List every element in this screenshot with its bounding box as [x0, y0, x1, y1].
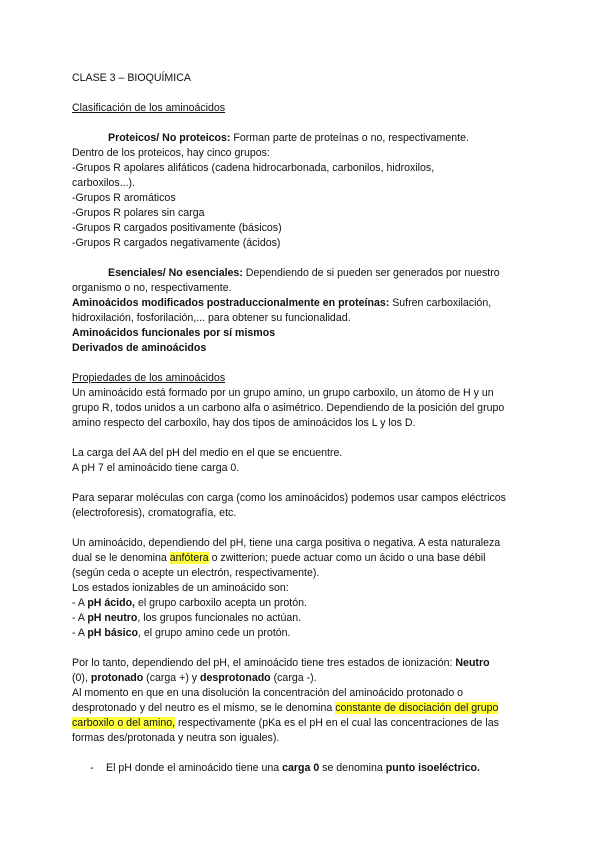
text-line: -Grupos R cargados positivamente (básicos) — [72, 222, 282, 234]
text: el grupo carboxilo acepta un protón. — [135, 597, 307, 609]
text: (carga +) y — [143, 672, 201, 684]
text-line: Al momento en que en una disolución la concentración del aminoácido protonado o — [72, 687, 464, 699]
highlight-carboxilo: carboxilo o del amino, — [72, 717, 176, 729]
term-punto-isoelectrico: punto isoeléctrico. — [385, 762, 480, 774]
section-heading-properties: Propiedades de los aminoácidos — [72, 372, 226, 384]
section-heading-classification: Clasificación de los aminoácidos — [72, 102, 226, 114]
text: dual se le denomina — [72, 552, 170, 564]
text-line: organismo o no, respectivamente. — [72, 282, 232, 294]
term-ph-neutro: pH neutro — [87, 612, 138, 624]
text: , el grupo amino cede un protón. — [137, 627, 291, 639]
bullet-dash: - — [90, 762, 94, 774]
text: - A — [72, 612, 88, 624]
text-line: (electroforesis), cromatografía, etc. — [72, 507, 237, 519]
paragraph-proteicos — [72, 131, 532, 146]
text-line: -Grupos R apolares alifáticos (cadena hidrocarbonada, carbonilos, hidroxilos, — [72, 162, 435, 174]
text: desprotonado y del neutro es el mismo, se le denomina — [72, 702, 336, 714]
text: respectivamente (pKa es el pH en el cual las concentraciones de las — [175, 717, 499, 729]
bullet-text — [90, 762, 480, 774]
text-line: Los estados ionizables de un aminoácido son: — [72, 582, 289, 594]
document-page — [72, 71, 532, 776]
text: se denomina — [319, 762, 386, 774]
text-line: formas des/protonada y neutra son iguales). — [72, 732, 280, 744]
term-desprotonado: desprotonado — [200, 672, 271, 684]
term-neutro: Neutro — [455, 657, 490, 669]
text-line: Un aminoácido, dependiendo del pH, tiene una carga positiva o negativa. A esta naturaleza — [72, 537, 501, 549]
highlight-anfotera: anfótera — [169, 552, 209, 564]
text-line: -Grupos R aromáticos — [72, 192, 176, 204]
page-title: CLASE 3 – BIOQUÍMICA — [72, 72, 191, 84]
text-line: Dentro de los proteicos, hay cinco grupos: — [72, 147, 270, 159]
text-line: -Grupos R cargados negativamente (ácidos) — [72, 237, 281, 249]
paragraph-modificados — [72, 296, 532, 311]
term-ph-acido: pH ácido, — [87, 597, 135, 609]
text-line: La carga del AA del pH del medio en el que se encuentre. — [72, 447, 343, 459]
text-line: Un aminoácido está formado por un grupo amino, un grupo carboxilo, un átomo de H y un — [72, 387, 494, 399]
text-line-anfotera — [72, 551, 532, 566]
text: - A — [72, 627, 88, 639]
term-ph-basico: pH básico — [87, 627, 138, 639]
text: Forman parte de proteínas o no, respectivamente. — [230, 132, 469, 144]
term-carga-0: carga 0 — [282, 762, 320, 774]
term-funcionales: Aminoácidos funcionales por sí mismos — [72, 327, 276, 339]
text-line: Para separar moléculas con carga (como los aminoácidos) podemos usar campos eléctricos — [72, 492, 506, 504]
text: (0), — [72, 672, 91, 684]
highlight-constante: constante de disociación del grupo — [335, 702, 499, 714]
bullet-punto-isoelectrico — [72, 761, 532, 776]
term-protonado: protonado — [90, 672, 144, 684]
term-esenciales: Esenciales/ No esenciales: — [108, 267, 243, 279]
text-line: -Grupos R polares sin carga — [72, 207, 205, 219]
text: , los grupos funcionales no actúan. — [137, 612, 302, 624]
text-line: (según ceda o acepte un electrón, respectivamente). — [72, 567, 320, 579]
state-acid — [72, 596, 532, 611]
text: o zwitterion; puede actuar como un ácido o una base débil — [208, 552, 486, 564]
text-line — [72, 701, 532, 716]
text: Por lo tanto, dependiendo del pH, el aminoácido tiene tres estados de ionización: — [72, 657, 456, 669]
term-modificados: Aminoácidos modificados postraduccionalmente en proteínas: — [72, 297, 390, 309]
term-derivados: Derivados de aminoácidos — [72, 342, 207, 354]
text-line: A pH 7 el aminoácido tiene carga 0. — [72, 462, 240, 474]
text-line: grupo R, todos unidos a un carbono alfa o asimétrico. Dependiendo de la posición del grupo — [72, 402, 505, 414]
state-basic — [72, 626, 532, 641]
paragraph-esenciales — [72, 266, 532, 281]
text: (carga -). — [270, 672, 317, 684]
state-neutral — [72, 611, 532, 626]
text: Sufren carboxilación, — [389, 297, 492, 309]
text: El pH donde el aminoácido tiene una — [106, 762, 283, 774]
text-line — [72, 656, 532, 671]
text-line: amino respecto del carboxilo, hay dos tipos de aminoácidos los L y los D. — [72, 417, 416, 429]
text-line — [72, 671, 532, 686]
text-line — [72, 716, 532, 731]
term-proteicos: Proteicos/ No proteicos: — [108, 132, 231, 144]
text: - A — [72, 597, 88, 609]
text: Dependiendo de si pueden ser generados por nuestro — [242, 267, 500, 279]
text-line: hidroxilación, fosforilación,... para obtener su funcionalidad. — [72, 312, 351, 324]
text-line: carboxilos...). — [72, 177, 135, 189]
